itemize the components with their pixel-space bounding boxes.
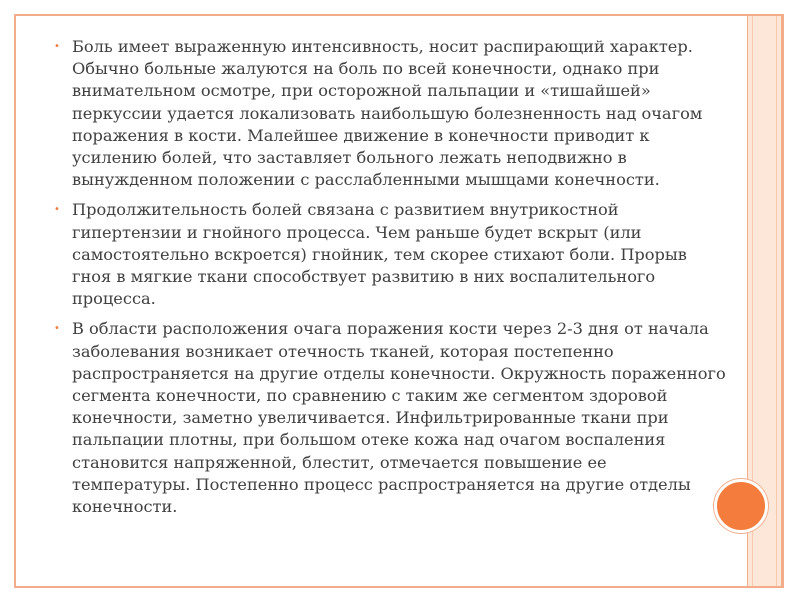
bullet-paragraph-edema [48,318,728,518]
paragraph-text: В области расположения очага поражения кости через 2-3 дня от начала заболевания возникает отечность тканей, которая постепенно распространяется на другие отделы конечности. Окружность пораженного сегмента конечности, по сравнению с таким же сегментом здоровой конечности, заметно увеличивается. Инфильтрированные ткани при пальпации плотны, при большом отеке кожа над очагом воспаления становится напряженной, блестит, отмечается повышение ее температуры. Постепенно процесс распространяется на другие отделы конечности. [72,319,726,517]
slide-body [48,36,728,526]
bullet-paragraph-duration [48,199,728,310]
paragraph-text: Продолжительность болей связана с развитием внутрикостной гипертензии и гнойного процесса. Чем раньше будет вскрыт (или самостоятельно вскроется) гнойник, тем скорее стихают боли. Прорыв гноя в мягкие ткани способствует развитию в них воспалительного процесса. [72,200,687,309]
bullet-icon: • [54,41,60,52]
paragraph-text: Боль имеет выраженную интенсивность, носит распирающий характер. Обычно больные жалуются на боль по всей конечности, однако при внимательном осмотре, при осторожной пальпации и «тишайшей» перкуссии удается локализовать наибольшую болезненность над очагом поражения в кости. Малейшее движение в конечности приводит к усилению болей, что заставляет больного лежать неподвижно в вынужденном положении с расслабленными мышцами конечности. [72,37,703,190]
bullet-paragraph-pain [48,36,728,191]
bullet-icon: • [54,204,60,216]
bullet-icon: • [54,323,60,335]
